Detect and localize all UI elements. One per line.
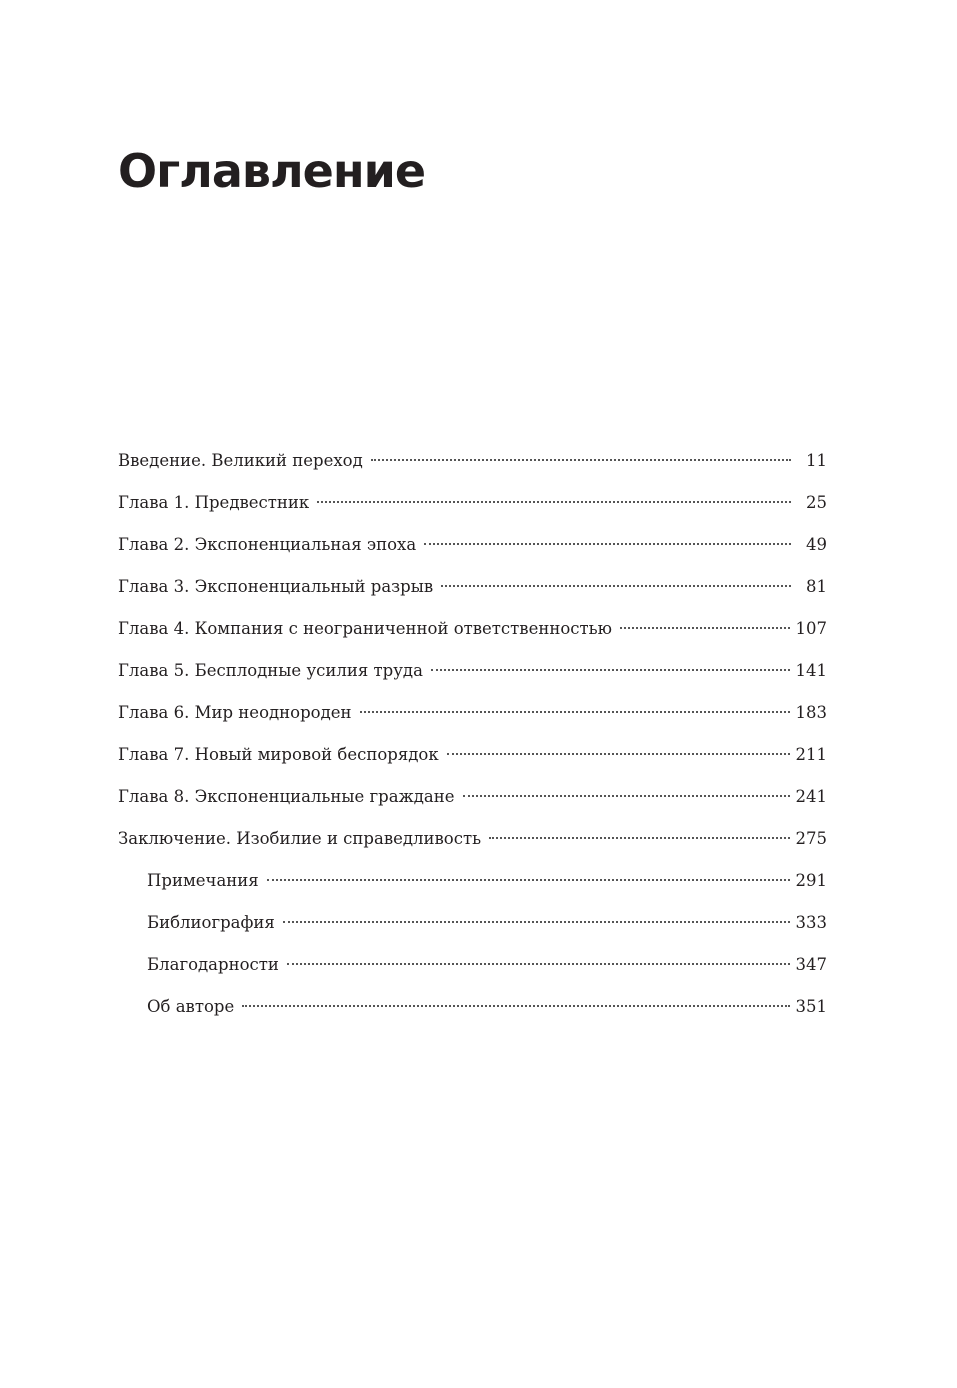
dot-leader xyxy=(371,459,791,461)
toc-page-number: 275 xyxy=(795,829,827,848)
toc-entry-about-author[interactable] xyxy=(118,994,827,1036)
toc-page-number: 333 xyxy=(795,913,827,932)
toc-entry-label: Об авторе xyxy=(147,997,235,1016)
dot-leader xyxy=(287,963,790,965)
toc-entry-chapter-6[interactable] xyxy=(118,700,827,742)
dot-leader xyxy=(267,879,790,881)
page-title: Оглавление xyxy=(118,144,426,198)
toc-entry-label: Глава 1. Предвестник xyxy=(118,493,310,512)
toc-page-number: 183 xyxy=(795,703,827,722)
dot-leader xyxy=(424,543,791,545)
toc-page-number: 107 xyxy=(795,619,827,638)
toc-entry-chapter-1[interactable] xyxy=(118,490,827,532)
toc-entry-chapter-5[interactable] xyxy=(118,658,827,700)
toc-entry-label: Библиография xyxy=(147,913,275,932)
toc-page-number: 141 xyxy=(795,661,827,680)
toc-page-number: 49 xyxy=(806,535,827,554)
toc-entry-label: Заключение. Изобилие и справедливость xyxy=(118,829,482,848)
toc-entry-chapter-7[interactable] xyxy=(118,742,827,784)
toc-entry-chapter-4[interactable] xyxy=(118,616,827,658)
toc-entry-label: Глава 3. Экспоненциальный разрыв xyxy=(118,577,434,596)
table-of-contents xyxy=(118,448,827,1036)
dot-leader xyxy=(360,711,790,713)
toc-entry-chapter-2[interactable] xyxy=(118,532,827,574)
toc-entry-label: Благодарности xyxy=(147,955,279,974)
toc-entry-acknowledgements[interactable] xyxy=(118,952,827,994)
toc-entry-bibliography[interactable] xyxy=(118,910,827,952)
dot-leader xyxy=(242,1005,789,1007)
dot-leader xyxy=(620,627,789,629)
dot-leader xyxy=(283,921,790,923)
toc-entry-label: Глава 8. Экспоненциальные граждане xyxy=(118,787,455,806)
dot-leader xyxy=(317,501,791,503)
toc-page-number: 241 xyxy=(795,787,827,806)
toc-entry-label: Глава 7. Новый мировой беспорядок xyxy=(118,745,439,764)
toc-entry-label: Глава 6. Мир неоднороден xyxy=(118,703,352,722)
toc-entry-label: Введение. Великий переход xyxy=(118,451,363,470)
toc-page-number: 81 xyxy=(806,577,827,596)
toc-page-number: 291 xyxy=(795,871,827,890)
toc-entry-introduction[interactable] xyxy=(118,448,827,490)
toc-page-number: 25 xyxy=(806,493,827,512)
toc-entry-conclusion[interactable] xyxy=(118,826,827,868)
toc-entry-notes[interactable] xyxy=(118,868,827,910)
toc-page-number: 211 xyxy=(795,745,827,764)
toc-page-number: 11 xyxy=(806,451,827,470)
toc-entry-chapter-3[interactable] xyxy=(118,574,827,616)
dot-leader xyxy=(463,795,790,797)
toc-entry-label: Глава 4. Компания с неограниченной ответственностью xyxy=(118,619,613,638)
toc-entry-label: Глава 2. Экспоненциальная эпоха xyxy=(118,535,417,554)
dot-leader xyxy=(447,753,790,755)
toc-page-number: 351 xyxy=(795,997,827,1016)
toc-entry-label: Глава 5. Бесплодные усилия труда xyxy=(118,661,423,680)
toc-entry-chapter-8[interactable] xyxy=(118,784,827,826)
dot-leader xyxy=(441,585,791,587)
toc-entry-label: Примечания xyxy=(147,871,259,890)
toc-page-number: 347 xyxy=(795,955,827,974)
dot-leader xyxy=(489,837,789,839)
dot-leader xyxy=(431,669,790,671)
